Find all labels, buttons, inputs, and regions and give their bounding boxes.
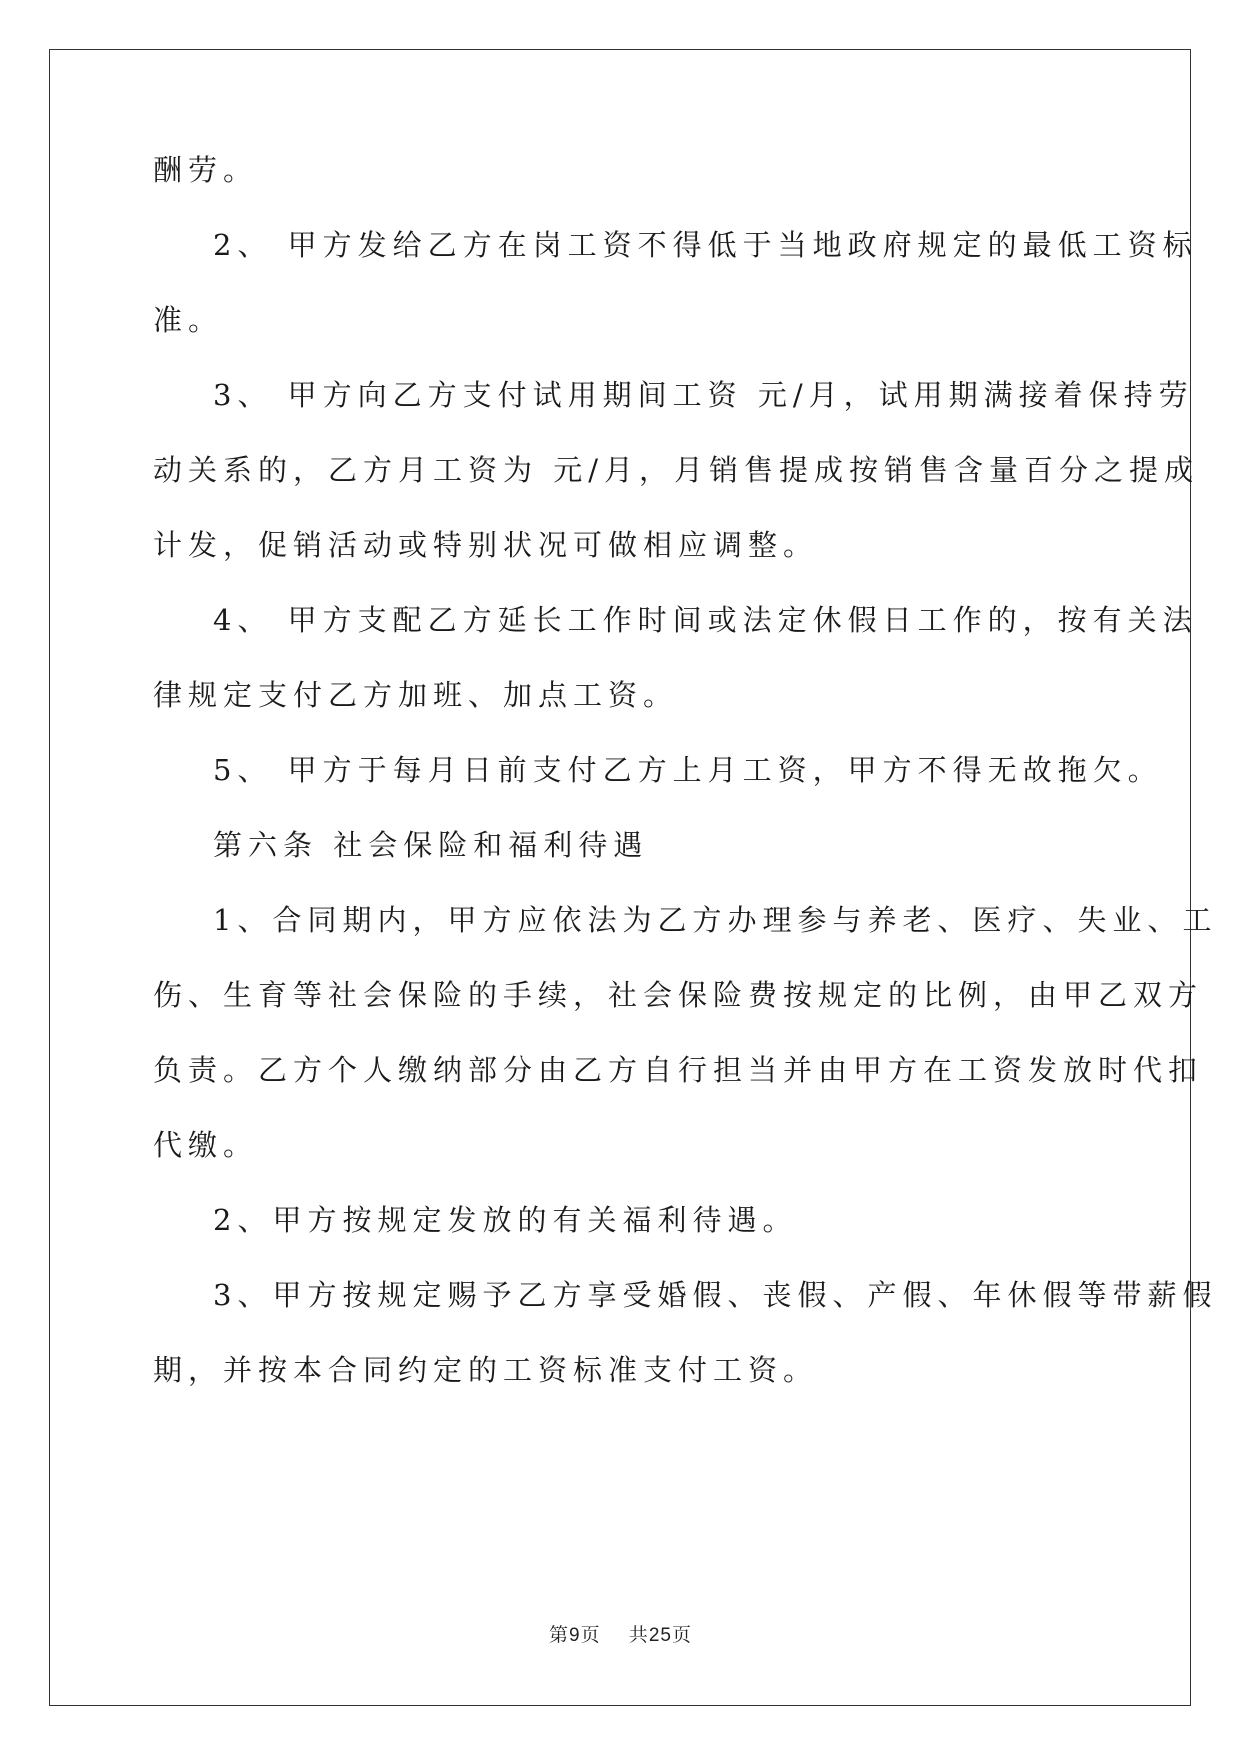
- page-footer: [0, 1620, 1241, 1647]
- paragraph-line: 期，并按本合同约定的工资标准支付工资。: [153, 1353, 819, 1387]
- paragraph-line: 负责。乙方个人缴纳部分由乙方自行担当并由甲方在工资发放时代扣: [153, 1053, 1204, 1087]
- paragraph-line: 5、 甲方于每月日前支付乙方上月工资，甲方不得无故拖欠。: [213, 753, 1163, 787]
- paragraph-line: 伤、生育等社会保险的手续，社会保险费按规定的比例，由甲乙双方: [153, 978, 1204, 1012]
- footer-page-suffix: 页: [580, 1624, 601, 1646]
- paragraph-line: 4、 甲方支配乙方延长工作时间或法定休假日工作的，按有关法: [213, 603, 1198, 637]
- paragraph-line: 律规定支付乙方加班、加点工资。: [153, 678, 679, 712]
- paragraph-line: 代缴。: [153, 1128, 259, 1162]
- footer-page-number: 9: [569, 1625, 581, 1646]
- paragraph-line: 3、 甲方向乙方支付试用期间工资 元/月，试用期满接着保持劳: [213, 378, 1194, 412]
- footer-total-suffix: 页: [671, 1624, 692, 1646]
- footer-prefix: 第: [549, 1624, 570, 1646]
- footer-total-pages: 25: [648, 1625, 672, 1646]
- paragraph-line: 动关系的，乙方月工资为 元/月，月销售提成按销售含量百分之提成: [153, 453, 1199, 487]
- paragraph-line: 计发，促销活动或特别状况可做相应调整。: [153, 528, 819, 562]
- section-heading: 第六条 社会保险和福利待遇: [213, 828, 649, 862]
- paragraph-line: 准。: [153, 303, 224, 337]
- paragraph-line: 1、合同期内，甲方应依法为乙方办理参与养老、医疗、失业、工: [213, 903, 1218, 937]
- footer-total-prefix: 共: [628, 1624, 649, 1646]
- page-border: [49, 49, 1191, 1706]
- paragraph-line: 2、 甲方发给乙方在岗工资不得低于当地政府规定的最低工资标: [213, 228, 1198, 262]
- paragraph-line: 酬劳。: [153, 153, 259, 187]
- paragraph-line: 2、甲方按规定发放的有关福利待遇。: [213, 1203, 798, 1237]
- paragraph-line: 3、甲方按规定赐予乙方享受婚假、丧假、产假、年休假等带薪假: [213, 1278, 1218, 1312]
